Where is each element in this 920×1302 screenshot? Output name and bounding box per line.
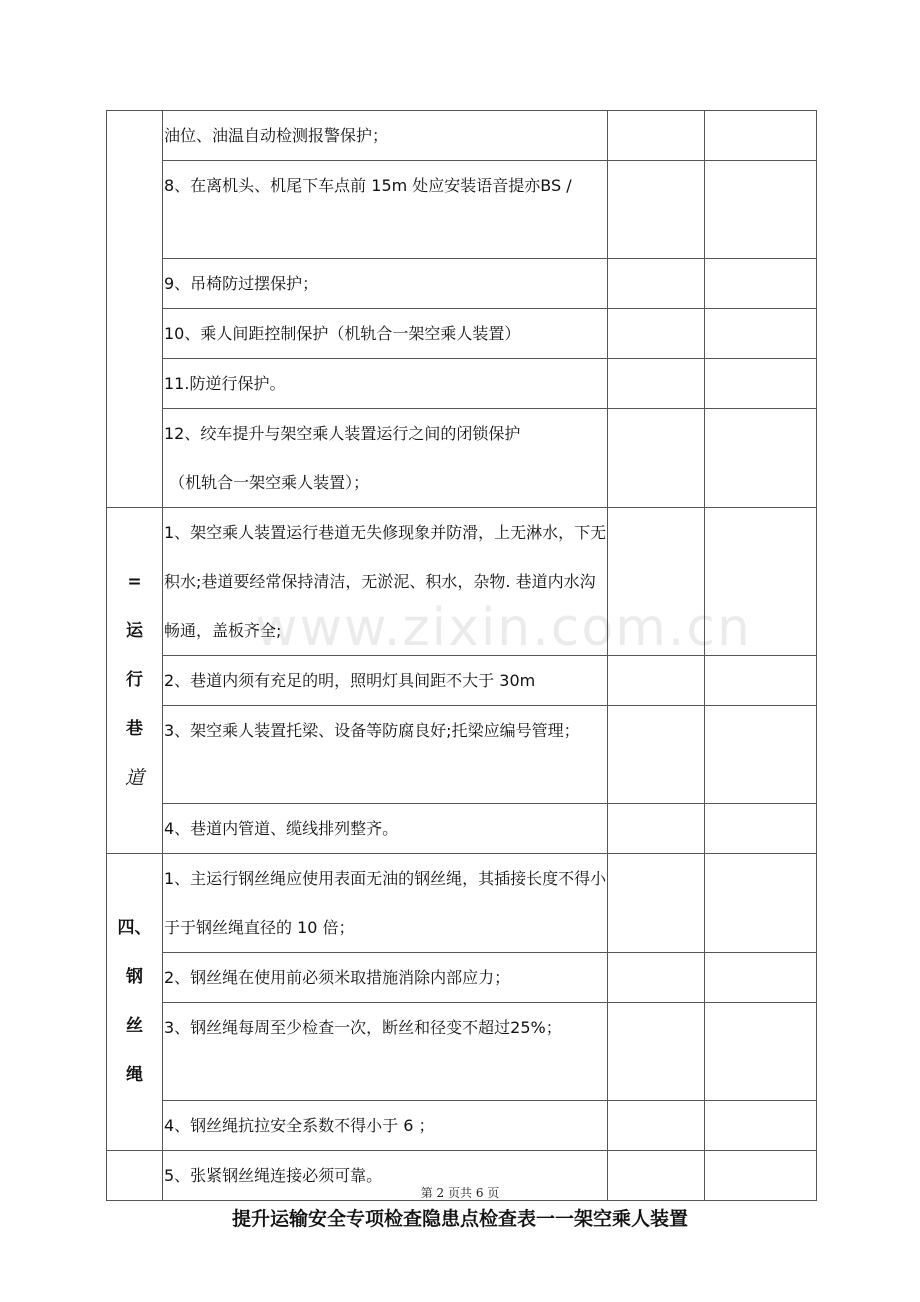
table-row [107, 508, 817, 656]
remark-cell[interactable] [705, 706, 817, 804]
remark-cell[interactable] [705, 1003, 817, 1101]
remark-cell[interactable] [705, 359, 817, 409]
item-cell: 4、钢丝绳抗拉安全系数不得小于 6 ； [163, 1101, 608, 1151]
remark-cell[interactable] [705, 111, 817, 161]
item-cell: 8、在离机头、机尾下车点前 15m 处应安装语音提亦BS / [163, 161, 608, 259]
item-cell: 2、钢丝绳在使用前必须米取措施消除内部应力； [163, 953, 608, 1003]
item-cell: 1、架空乘人装置运行巷道无失修现象并防滑，上无淋水，下无积水;巷道要经常保持清洁，无淤泥、积水，杂物. 巷道内水沟畅通，盖板齐全; [163, 508, 608, 656]
table-row [107, 706, 817, 804]
check-cell[interactable] [608, 656, 705, 706]
table-row [107, 309, 817, 359]
table-row [107, 804, 817, 854]
section-label-tunnel [107, 508, 163, 854]
section-label-rope [107, 854, 163, 1151]
section-label-char: = [127, 572, 142, 592]
table-row [107, 1101, 817, 1151]
remark-cell[interactable] [705, 309, 817, 359]
remark-cell[interactable] [705, 508, 817, 656]
item-cell: 3、架空乘人装置托梁、设备等防腐良好;托梁应编号管理； [163, 706, 608, 804]
remark-cell[interactable] [705, 161, 817, 259]
check-cell[interactable] [608, 409, 705, 508]
page-number: 第 2 页共 6 页 [420, 1186, 500, 1200]
check-cell[interactable] [608, 804, 705, 854]
table-row [107, 161, 817, 259]
section-label-char: 四、 [117, 918, 152, 938]
section-label-char: 钢 [126, 967, 143, 987]
table-row [107, 111, 817, 161]
section-label-char: 行 [126, 670, 143, 690]
check-cell[interactable] [608, 111, 705, 161]
table-row [107, 854, 817, 953]
table-row [107, 259, 817, 309]
table-row [107, 953, 817, 1003]
check-cell[interactable] [608, 854, 705, 953]
section-label-char: 丝 [126, 1016, 143, 1036]
remark-cell[interactable] [705, 656, 817, 706]
item-cell: 5、张紧钢丝绳连接必须可靠。 [163, 1151, 608, 1201]
item-cell: 4、巷道内管道、缆线排列整齐。 [163, 804, 608, 854]
remark-cell[interactable] [705, 1101, 817, 1151]
remark-cell[interactable] [705, 259, 817, 309]
item-cell: 3、钢丝绳每周至少检查一次，断丝和径变不超过25%； [163, 1003, 608, 1101]
check-cell[interactable] [608, 259, 705, 309]
remark-cell[interactable] [705, 854, 817, 953]
inspection-table [106, 110, 817, 1201]
page-title: 提升运输安全专项检查隐患点检查表一一架空乘人装置 [231, 1208, 688, 1230]
item-cell: 12、绞车提升与架空乘人装置运行之间的闭锁保护 （机轨合一架空乘人装置）； [163, 409, 608, 508]
item-cell: 油位、油温自动检测报警保护； [163, 111, 608, 161]
section-cell-empty [107, 111, 163, 508]
check-cell[interactable] [608, 161, 705, 259]
item-cell: 10、乘人间距控制保护（机轨合一架空乘人装置） [163, 309, 608, 359]
check-cell[interactable] [608, 1101, 705, 1151]
table-row [107, 359, 817, 409]
remark-cell[interactable] [705, 409, 817, 508]
item-cell: 1、主运行钢丝绳应使用表面无油的钢丝绳，其插接长度不得小于于钢丝绳直径的 10 倍； [163, 854, 608, 953]
item-cell: 2、巷道内须有充足的明，照明灯具间距不大于 30m [163, 656, 608, 706]
check-cell[interactable] [608, 309, 705, 359]
section-label-char: 运 [126, 621, 143, 641]
watermark: www.zixin.com.cn [255, 598, 752, 658]
table-row [107, 1003, 817, 1101]
check-cell[interactable] [608, 508, 705, 656]
section-label-char: 巷 [126, 719, 143, 739]
check-cell[interactable] [608, 1003, 705, 1101]
item-cell: 11.防逆行保护。 [163, 359, 608, 409]
remark-cell[interactable] [705, 953, 817, 1003]
section-label-char: 道 [124, 767, 144, 789]
check-cell[interactable] [608, 706, 705, 804]
check-cell[interactable] [608, 953, 705, 1003]
item-cell: 9、吊椅防过摆保护； [163, 259, 608, 309]
remark-cell[interactable] [705, 804, 817, 854]
table-row [107, 656, 817, 706]
section-label-char: 绳 [126, 1065, 143, 1085]
check-cell[interactable] [608, 359, 705, 409]
table-row [107, 409, 817, 508]
